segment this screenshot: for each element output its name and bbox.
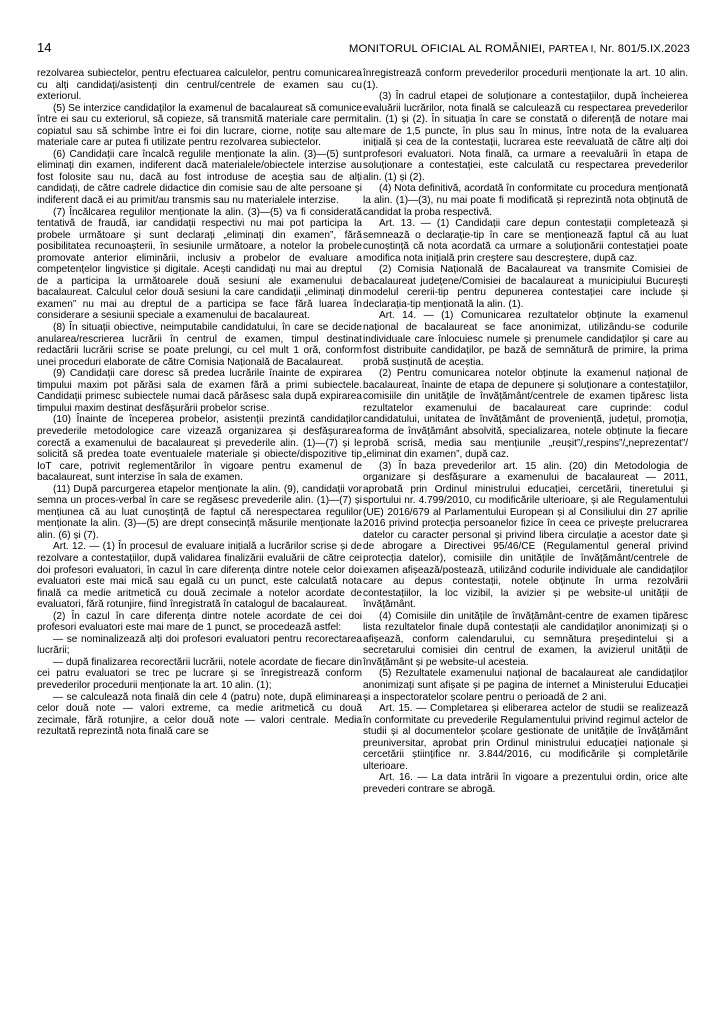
paragraph: (3) În baza prevederilor art. 15 alin. (20) din Metodologia de organizare și desfășurare a examenului de bacalaureat — 2011, aprobată prin Ordinul ministrului educației, cercetării, tineretului și sportului nr. 4.799/2010, cu modificările ulterioare, și ale Regulamentului (UE) 2016/679 al Parlamentului European și al Consiliului din 27 aprilie 2016 privind protecția persoanelor fizice în ceea ce privește prelucrarea datelor cu caracter personal și privind libera circulație a acestor date și de abrogare a Directivei 95/46/CE (Regulamentul general privind protecția datelor), comisiile din unitățile de învățământ/centrele de examen afișează/postează, utilizând codurile individuale ale candidaților care au depus contestații, notele obținute în urma rezolvării contestațiilor, la loc vizibil, la avizier și pe website-ul unității de învățământ. bbox=[363, 460, 688, 611]
issue-number: Nr. 801/5.IX.2023 bbox=[599, 43, 690, 55]
paragraph: Art. 13. — (1) Candidații care depun contestații completează și semnează o declarație-tip în care se menționează faptul că au luat cunoștință că nota acordată ca urmare a soluționării contestației poate modifica nota inițială prin creștere sau descreștere, după caz. bbox=[363, 218, 688, 264]
paragraph: Art. 14. — (1) Comunicarea rezultatelor obținute la examenul național de bacalaureat se face anonimizat, utilizându-se codurile individuale care înlocuiesc numele și prenumele candidaților și care au fost distribuite candidaților, pe bază de semnătură de primire, la prima probă susținută de aceștia. bbox=[363, 310, 688, 368]
gazette-part: PARTEA I, bbox=[548, 44, 597, 55]
page-number: 14 bbox=[37, 40, 52, 55]
paragraph: (2) Comisia Națională de Bacalaureat va transmite Comisiei de bacalaureat județene/Comisiei de bacalaureat a municipiului București modelul cererii-tip pentru depunerea contestației care include și declarația-tip menționată la alin. (1). bbox=[363, 264, 688, 310]
right-text-column bbox=[363, 68, 688, 1018]
paragraph: — se calculează nota finală din cele 4 (patru) note, după eliminarea celor două note — valori extreme, ca medie aritmetică cu două zecimale, fără rotunjire, a celor două note — valori centrale. Media rezultată reprezintă nota finală care se bbox=[37, 691, 362, 738]
publication-title bbox=[349, 41, 690, 58]
paragraph: (6) Candidații care încalcă regulile menționate la alin. (3)—(5) sunt eliminați din examen, indiferent dacă materialele/obiectele interzise au fost folosite sau nu, dacă au fost introduse de aceștia sau de alți candidați, de către cadrele didactice din comisie sau de alte persoane și indiferent dacă ei au primit/au transmis sau nu materialele interzise. bbox=[37, 148, 362, 207]
running-header bbox=[0, 40, 724, 60]
paragraph: (2) Pentru comunicarea notelor obținute la examenul național de bacalaureat, înainte de etapa de depunere și soluționare a contestațiilor, comisiile din unitățile de învățământ/centrele de examen tipăresc lista rezultatelor examenului de bacalaureat care cuprinde: codul candidatului, unitatea de învățământ de proveniență, județul, promoția, forma de învățământ absolvită, specializarea, notele obținute la fiecare probă scrisă, media sau mențiunile „reușit”/„respins”/„neprezentat”/„eliminat din examen”, după caz. bbox=[363, 368, 688, 461]
paragraph: (4) Comisiile din unitățile de învățământ-centre de examen tipăresc lista rezultatelor finale după contestații ale candidaților anonimizați și o afișează, conform calendarului, cu semnătura președintelui și a secretarului comisiei din centrul de examen, la avizierul unității de învățământ și pe website-ul acesteia. bbox=[363, 610, 688, 668]
paragraph: (4) Nota definitivă, acordată în conformitate cu procedura menționată la alin. (1)—(3), nu mai poate fi modificată și reprezintă nota obținută de candidat la proba respectivă. bbox=[363, 183, 688, 218]
paragraph: (3) În cadrul etapei de soluționare a contestațiilor, după încheierea evaluării lucrărilor, nota finală se calculează cu respectarea prevederilor alin. (1) și (2). În situația în care se constată o diferență de notare mai mare de 1,5 puncte, în plus sau în minus, între nota de la evaluarea inițială și cea de la contestații, lucrarea este reevaluată de către alți doi profesori evaluatori. Nota finală, ca urmare a reevaluării în etapa de soluționare a contestației, este calculată cu respectarea prevederilor alin. (1) și (2). bbox=[363, 91, 688, 183]
paragraph: (10) Înainte de începerea probelor, asistenții prezintă candidaților prevederile metodologice care vizează organizarea și desfășurarea corectă a examenului de bacalaureat și prevederile alin. (1)—(7) și le solicită să predea toate eventualele materiale și obiecte/dispozitive tip IoT care, potrivit reglementărilor în vigoare pentru examenul de bacalaureat, sunt interzise în sala de examen. bbox=[37, 414, 362, 484]
paragraph: (5) Se interzice candidaților la examenul de bacalaureat să comunice între ei sau cu exteriorul, să copieze, să transmită materiale care permit copiatul sau să schimbe între ei foi din lucrare, ciorne, notițe sau alte materiale care ar putea fi utilizate pentru rezolvarea subiectelor. bbox=[37, 102, 362, 149]
paragraph: (9) Candidații care doresc să predea lucrările înainte de expirarea timpului maxim pot părăsi sala de examen fără a primi subiectele. Candidații primesc subiectele numai dacă părăsesc sala după expirarea timpului maxim destinat desfășurării probelor scrise. bbox=[37, 368, 362, 414]
paragraph: Art. 16. — La data intrării în vigoare a prezentului ordin, orice alte prevederi contrare se abrogă. bbox=[363, 772, 688, 795]
paragraph: (11) După parcurgerea etapelor menționate la alin. (9), candidații vor semna un proces-verbal în care se regăsesc prevederile alin. (1)—(7) și mențiunea că au luat cunoștință de faptul că nerespectarea regulilor menționate la alin. (3)—(5) are drept consecință măsurile menționate la alin. (6) și (7). bbox=[37, 483, 362, 541]
paragraph: Art. 15. — Completarea și eliberarea actelor de studii se realizează în conformitate cu prevederile Regulamentului privind regimul actelor de studii și al documentelor școlare gestionate de unitățile de învățământ preuniversitar, aprobat prin Ordinul ministrului educației naționale și cercetării științifice nr. 3.844/2016, cu modificările și completările ulterioare. bbox=[363, 703, 688, 772]
paragraph: înregistrează conform prevederilor procedurii menționate la art. 10 alin. (1). bbox=[363, 68, 688, 91]
paragraph: (8) În situații obiective, neimputabile candidatului, în care se decide anularea/rescrierea lucrării în centrul de examen, timpul destinat redactării lucrării scrise se poate prelungi, cu cel mult 1 oră, conform unei proceduri elaborate de către Comisia Națională de Bacalaureat. bbox=[37, 322, 362, 368]
paragraph: (5) Rezultatele examenului național de bacalaureat ale candidaților anonimizați sunt afișate și pe pagina de internet a Ministerului Educației și a inspectoratelor școlare pentru o perioadă de 2 ani. bbox=[363, 668, 688, 703]
paragraph: (7) Încălcarea regulilor menționate la alin. (3)—(5) va fi considerată tentativă de fraudă, iar candidații respectivi nu mai pot participa la probele următoare și sunt declarați „eliminați din examen”, fără posibilitatea recunoașterii, în sesiunile următoare, a notelor la probele promovate anterior eliminării, inclusiv a probelor de evaluare a competențelor lingvistice și digitale. Acești candidați nu mai au dreptul de a participa la următoarele două sesiuni ale examenului de bacalaureat. Calculul celor două sesiuni la care candidații „eliminați din examen” nu mai au dreptul de a participa se face fără luarea în considerare a sesiunii speciale a examenului de bacalaureat. bbox=[37, 206, 362, 322]
paragraph: rezolvarea subiectelor, pentru efectuarea calculelor, pentru comunicarea cu alți candidați/asistenți din centrul/centrele de examen sau cu exteriorul. bbox=[37, 68, 362, 103]
paragraph: — după finalizarea recorectării lucrării, notele acordate de fiecare din cei patru evaluatori se trec pe lucrare și se înregistrează conform prevederilor procedurii menționate la art. 10 alin. (1); bbox=[37, 656, 362, 691]
paragraph: (2) În cazul în care diferența dintre notele acordate de cei doi profesori evaluatori este mai mare de 1 punct, se procedează astfel: bbox=[37, 610, 362, 634]
paragraph: Art. 12. — (1) În procesul de evaluare inițială a lucrărilor scrise și de rezolvare a contestațiilor, după validarea finalizării evaluării de către cei doi profesori evaluatori, în cazul în care diferența dintre notele celor doi evaluatori este mai mică sau egală cu un punct, este calculată nota finală ca medie aritmetică cu două zecimale a notelor acordate de evaluatori, fără rotunjire, fiind înregistrată în catalogul de bacalaureat. bbox=[37, 541, 362, 611]
gazette-name: MONITORUL OFICIAL AL ROMÂNIEI, bbox=[348, 43, 546, 55]
paragraph: — se nominalizează alți doi profesori evaluatori pentru recorectarea lucrării; bbox=[37, 633, 362, 657]
left-text-column bbox=[37, 68, 362, 1018]
